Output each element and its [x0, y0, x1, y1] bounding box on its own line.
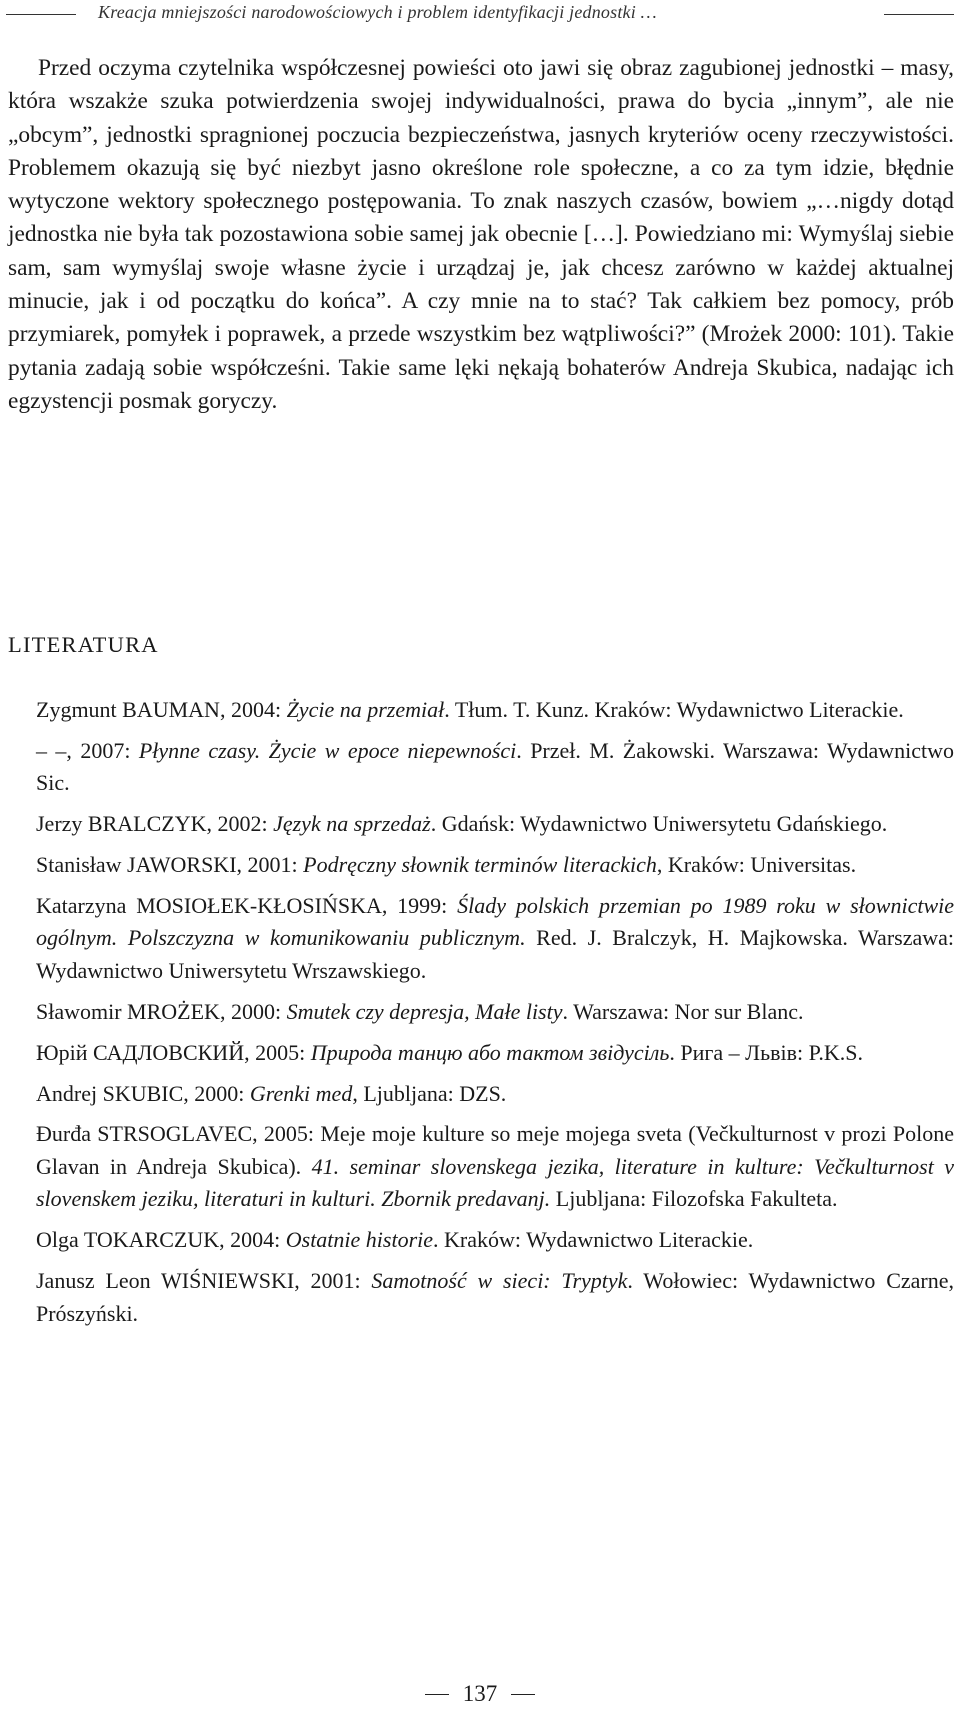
bib-author: Janusz Leon WIŚNIEWSKI, 2001:: [36, 1268, 372, 1294]
page-number-right-dash: [511, 1694, 535, 1695]
bib-publication: Ljubljana: Filozofska Fakulteta.: [550, 1186, 838, 1212]
bib-title: Smutek czy depresja, Małe listy: [286, 998, 563, 1024]
bib-author: Andrej SKUBIC, 2000:: [36, 1080, 250, 1106]
bib-author: Zygmunt BAUMAN, 2004:: [36, 697, 287, 722]
bib-publication: . Wołowiec: Wydawnictwo Czarne, Prószyński.: [36, 1268, 955, 1326]
bib-title: Grenki med: [249, 1080, 353, 1106]
bib-publication: . Przeł. M. Żakowski. Warszawa: Wydawnictwo Sic.: [36, 737, 954, 796]
bibliography-list: [36, 694, 954, 1338]
bibliography-entry: [36, 1118, 954, 1215]
bibliography-entry: [36, 735, 954, 800]
bib-title: Życie na przemiał: [286, 697, 445, 722]
body-paragraph: [8, 52, 954, 418]
bib-author: – –, 2007:: [36, 737, 139, 763]
bib-title: Ostatnie historie: [285, 1227, 434, 1253]
bib-author: Đurđa STRSOGLAVEC, 2005: Meje moje kulture so meje mojega sveta (Večkulturnost v prozi Polone Glavan in Andreja Skubica).: [36, 1121, 954, 1179]
bib-title: Płynne czasy. Życie w epoce niepewności: [138, 737, 517, 763]
bib-publication: . Tłum. T. Kunz. Kraków: Wydawnictwo Literackie.: [444, 697, 904, 722]
page-number: 137: [462, 1681, 498, 1706]
bib-title: Samotność w sieci: Tryptyk: [371, 1268, 628, 1294]
page-number-left-dash: [425, 1694, 449, 1695]
page-number-footer: [0, 1680, 960, 1708]
bib-author: Katarzyna MOSIOŁEK-KŁOSIŃSKA, 1999:: [36, 893, 458, 919]
bibliography-entry: [36, 1078, 954, 1110]
bib-publication: . Kraków: Wydawnictwo Literackie.: [433, 1227, 754, 1253]
bib-publication: , Ljubljana: DZS.: [352, 1080, 507, 1106]
running-head-right-rule: [884, 14, 954, 15]
bibliography-entry: [36, 808, 954, 840]
bib-publication: Red. J. Bralczyk, H. Majkowska. Warszawa: Wydawnictwo Uniwersytetu Wrszawskiego.: [36, 925, 954, 983]
bibliography-entry: [36, 890, 954, 987]
running-head-left-rule: [6, 14, 76, 15]
bib-title: Język na sprzedaż: [273, 811, 431, 837]
bib-author: Sławomir MROŻEK, 2000:: [36, 998, 287, 1024]
bib-title: Podręczny słownik terminów literackich: [303, 852, 657, 878]
bib-publication: . Рига – Львів: P.K.S.: [669, 1039, 864, 1065]
bib-title: 41. seminar slovenskega jezika, literature in kulture: Večkulturnost v slovenskem jeziku, literaturi in kulturi. Zbornik predavanj.: [36, 1153, 954, 1212]
bib-author: Stanisław JAWORSKI, 2001:: [36, 852, 304, 878]
bibliography-entry: [36, 1265, 954, 1330]
bibliography-entry: [36, 1037, 954, 1069]
running-head: [0, 0, 960, 28]
bib-title: Ślady polskich przemian po 1989 roku w słownictwie ogólnym. Polszczyzna w komunikowaniu publicznym.: [36, 893, 954, 951]
running-head-title: Kreacja mniejszości narodowościowych i problem identyfikacji jednostki …: [98, 2, 657, 22]
body-paragraph-text: Przed oczyma czytelnika współczesnej powieści oto jawi się obraz zagubionej jednostki – masy, która wszakże szuka potwierdzenia swojej indywidualności, prawa do bycia „innym”, ale nie „obcym”, jednostki spragnionej poczucia bezpieczeństwa, jasnych kryteriów oceny rzeczywistości. Problemem okazują się być niezbyt jasno określone role społeczne, a co za tym idzie, błędnie wytyczone wektory społecznego postępowania. To znak naszych czasów, bowiem „…nigdy dotąd jednostka nie była tak pozostawiona sobie samej jak obecnie […]. Powiedziano mi: Wymyślaj siebie sam, sam wymyślaj swoje własne życie i urządzaj je, jak chcesz zarówno w każdej aktualnej minucie, jak i od początku do końca”. A czy mnie na to stać? Tak całkiem bez pomocy, prób przymiarek, pomyłek i poprawek, a przede wszystkim bez wątpliwości?” (Mrożek 2000: 101). Takie pytania zadają sobie współcześni. Takie same lęki nękają bohaterów Andreja Skubica, nadając ich egzystencji posmak goryczy.: [8, 55, 954, 414]
bib-publication: , Kraków: Universitas.: [656, 852, 857, 878]
bibliography-entry: [36, 996, 954, 1028]
bibliography-entry: [36, 849, 954, 881]
section-heading-literatura: LITERATURA: [8, 632, 159, 657]
bibliography-entry: [36, 1224, 954, 1256]
bib-author: Olga TOKARCZUK, 2004:: [36, 1227, 286, 1253]
bibliography-entry: [36, 694, 954, 726]
bib-title: Природа танцю або тактом звідусіль: [310, 1039, 670, 1065]
bib-publication: . Warszawa: Nor sur Blanc.: [562, 998, 804, 1024]
bib-author: Юрій САДЛОВСКИЙ, 2005:: [36, 1039, 311, 1065]
bib-publication: . Gdańsk: Wydawnictwo Uniwersytetu Gdańskiego.: [430, 811, 888, 837]
bib-author: Jerzy BRALCZYK, 2002:: [36, 811, 274, 837]
